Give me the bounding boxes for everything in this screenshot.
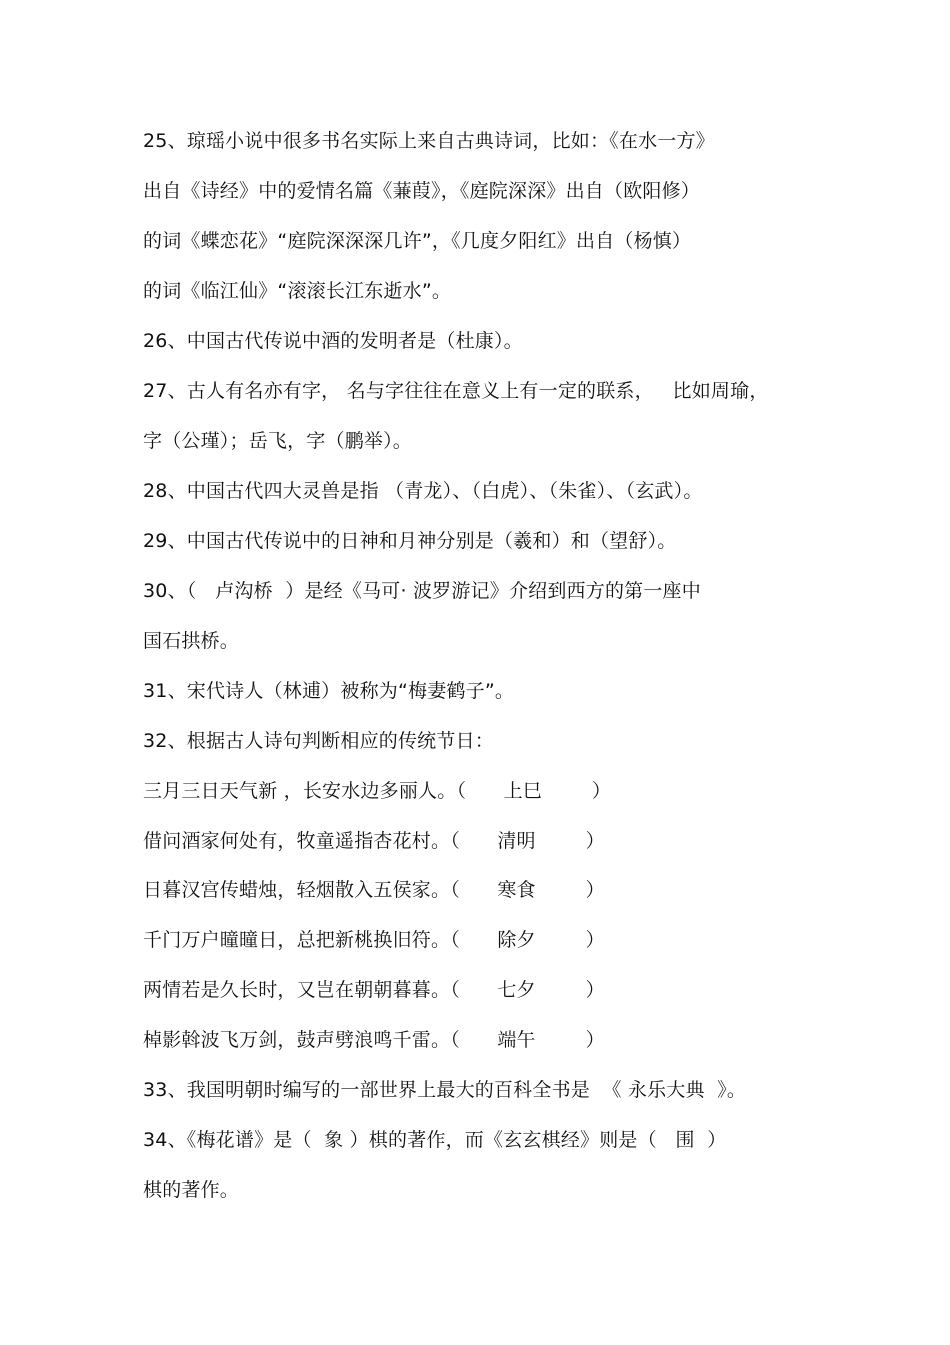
text-line-q29: 29、中国古代传说中的日神和月神分别是（羲和）和（望舒）。 bbox=[143, 530, 677, 552]
text-line-q32: 32、根据古人诗句判断相应的传统节日： bbox=[143, 730, 494, 752]
text-line-q26: 26、中国古代传说中酒的发明者是（杜康）。 bbox=[143, 330, 523, 352]
text-line-q32-poem-1: 三月三日天气新 ，长安水边多丽人。（ 上巳 ） bbox=[143, 780, 612, 802]
text-line-q34-2: 棋的著作。 bbox=[143, 1179, 240, 1201]
text-line-q34-1: 34、《梅花谱》是（ 象 ）棋的著作，而《玄玄棋经》则是（ 围 ） bbox=[143, 1129, 727, 1151]
text-line-q32-poem-2: 借问酒家何处有，牧童遥指杏花村。（ 清明 ） bbox=[143, 830, 605, 852]
text-line-q25-1: 25、琼瑶小说中很多书名实际上来自古典诗词，比如：《在水一方》 bbox=[143, 130, 715, 152]
text-line-q25-3: 的词《蝶恋花》“庭院深深深几许”，《几度夕阳红》出自（杨慎） bbox=[143, 230, 692, 252]
text-line-q32-poem-5: 两情若是久长时，又岂在朝朝暮暮。（ 七夕 ） bbox=[143, 979, 605, 1001]
text-line-q27-2: 字（公瑾）；岳飞，字（鹏举）。 bbox=[143, 430, 413, 452]
text-line-q32-poem-4: 千门万户曈曈日，总把新桃换旧符。（ 除夕 ） bbox=[143, 929, 605, 951]
text-line-q32-poem-6: 棹影斡波飞万剑，鼓声劈浪鸣千雷。（ 端午 ） bbox=[143, 1029, 605, 1051]
text-line-q25-2: 出自《诗经》中的爱情名篇《蒹葭》，《庭院深深》出自（欧阳修） bbox=[143, 180, 701, 202]
text-line-q33: 33、我国明朝时编写的一部世界上最大的百科全书是 《 永乐大典 》。 bbox=[143, 1079, 747, 1101]
text-line-q28: 28、中国古代四大灵兽是指 （青龙）、（白虎）、（朱雀）、（玄武）。 bbox=[143, 480, 703, 502]
text-line-q30-2: 国石拱桥。 bbox=[143, 630, 240, 652]
text-line-q25-4: 的词《临江仙》“滚滚长江东逝水”。 bbox=[143, 280, 452, 302]
text-line-q31: 31、宋代诗人（林逋）被称为“梅妻鹤子”。 bbox=[143, 680, 515, 702]
text-line-q32-poem-3: 日暮汉宫传蜡烛，轻烟散入五侯家。（ 寒食 ） bbox=[143, 879, 605, 901]
text-line-q27-1: 27、古人有名亦有字， 名与字往往在意义上有一定的联系， 比如周瑜， bbox=[143, 380, 769, 402]
text-line-q30-1: 30、（ 卢沟桥 ）是经《马可· 波罗游记》介绍到西方的第一座中 bbox=[143, 580, 701, 602]
